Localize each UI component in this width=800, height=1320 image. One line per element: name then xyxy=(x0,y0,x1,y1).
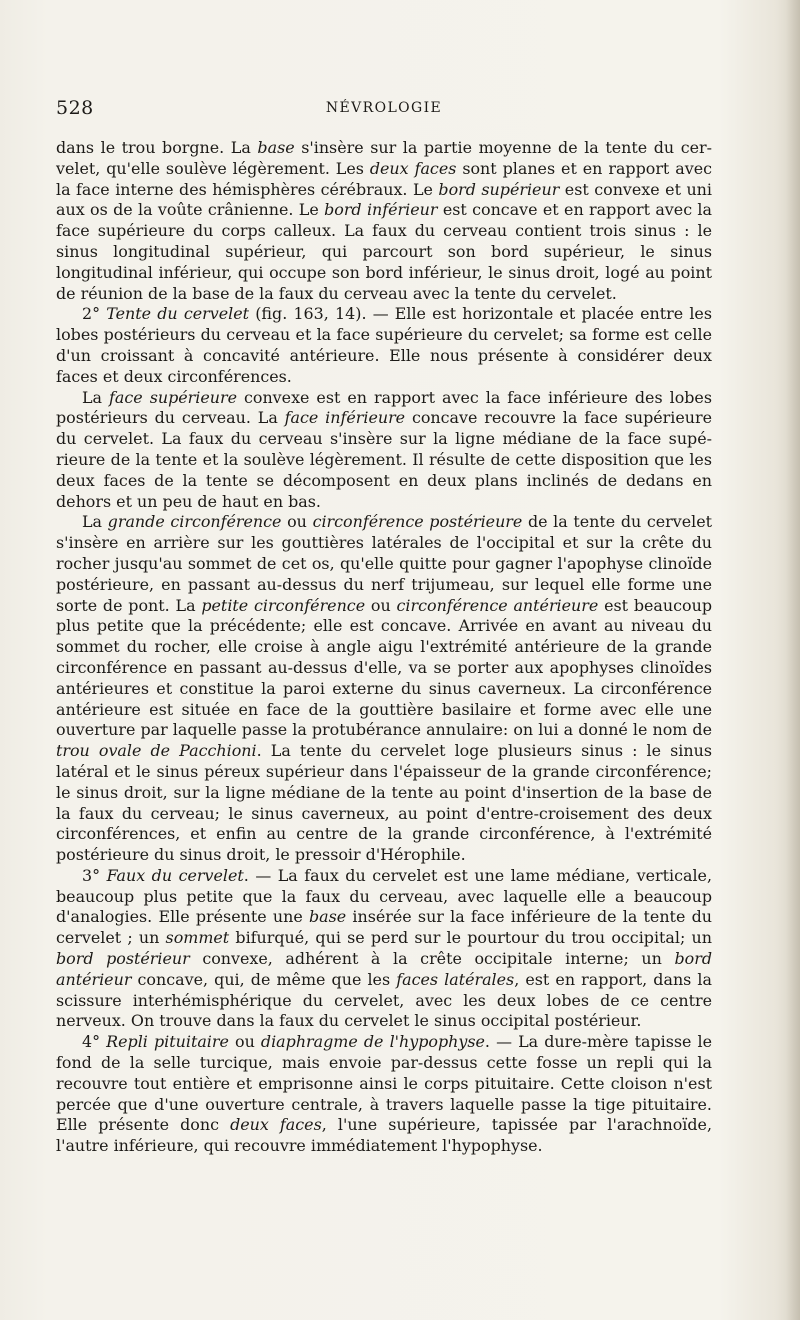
text-run: est concave et en rapport avec la face supérieure du corps calleux. La faux du cerveau contient trois sinus : le sinus longitudinal supérieur, qui parcourt son bord supérieur, le sinus longitudinal inférieur, qui occupe son bord inférieur, le sinus droit, logé au point de réunion de la base de la faux du cerveau avec la tente du cervelet. xyxy=(56,200,712,303)
italic-term: grande circonférence xyxy=(107,512,282,532)
text-run: ou xyxy=(281,512,313,532)
italic-term: bord postérieur xyxy=(56,949,190,969)
italic-term: Tente du cervelet xyxy=(106,304,250,324)
text-run: convexe, adhérent à la crête occipitale interne; un xyxy=(189,949,675,969)
text-run: . — La dure-mère tapisse le fond de la selle turcique, mais envoie par-dessus cette fosse un repli qui la recouvre tout entière et emprisonne ainsi le corps pituitaire. Cette cloison n'est percée que d'une ouverture centrale, à travers laquelle passe la tige pituitaire. Elle présente donc xyxy=(56,1032,713,1135)
text-run: de la tente du cervelet s'insère en arrière sur les gouttières latérales de l'occipital et sur la crête du rocher jusqu'au sommet de cet os, qu'elle quitte pour gagner l'apophyse clinoïde postérieure, en passant au-dessus du nerf trijumeau, sur lequel elle forme une sorte de pont. La xyxy=(56,512,713,615)
page-number: 528 xyxy=(56,97,94,119)
text-run: 4° xyxy=(82,1032,107,1052)
text-run: est beaucoup plus petite que la précédente; elle est concave. Arrivée en avant au niveau du sommet du rocher, elle croise à angle aigu l'extrémité antérieure de la grande circonférence en passant au-dessus d'elle, va se porter aux apophyses clinoïdes antérieures et constitue la paroi externe du sinus caverneux. La circonférence antérieure est située en face de la gouttière basilaire et forme avec elle une ouverture par laquelle passe la protubérance annulaire: on lui a donné le nom de xyxy=(56,595,712,740)
text-run: La xyxy=(82,387,110,407)
italic-term: deux faces xyxy=(369,158,457,178)
italic-term: face inférieure xyxy=(284,408,406,428)
text-run: . — La faux du cervelet est une lame médiane, verticale, beaucoup plus petite que la faux du cerveau, avec laquelle elle a beaucoup d'analogies. Elle présente une xyxy=(56,865,713,927)
italic-term: circonférence antérieure xyxy=(396,595,599,615)
text-run: ou xyxy=(228,1032,261,1052)
italic-term: petite circonférence xyxy=(201,595,366,615)
text-run: , est en rapport, dans la scissure interhémisphérique du cervelet, avec les deux lobes de ce centre nerveux. On trouve dans la faux du cervelet le sinus occipital postérieur. xyxy=(56,969,712,1031)
text-run: sont planes et en rapport avec la face interne des hémisphères cérébraux. Le xyxy=(56,158,712,199)
italic-term: sommet xyxy=(165,928,230,948)
italic-term: base xyxy=(257,138,295,157)
text-run: 3° xyxy=(82,865,107,885)
text-run: (fig. 163, 14). — Elle est horizontale et placée entre les lobes postérieurs du cerveau et la face supérieure du cervelet; sa forme est celle d'un croissant à concavité antérieure. Elle nous présente à considérer deux faces et deux circonférences. xyxy=(56,304,712,386)
text-run: dans le trou borgne. La xyxy=(56,138,258,157)
text-run: La xyxy=(82,512,108,532)
paragraph xyxy=(56,866,712,1032)
page-header xyxy=(56,97,712,125)
text-run: 2° xyxy=(82,304,107,324)
text-run: insérée sur la face inférieure de la tente du cervelet ; un xyxy=(56,907,712,948)
italic-term: Repli pituitaire xyxy=(106,1032,229,1052)
italic-term: face supérieure xyxy=(109,387,237,407)
paragraph xyxy=(56,304,712,387)
paragraph xyxy=(56,388,712,513)
paragraph xyxy=(56,512,712,866)
italic-term: bord antérieur xyxy=(56,949,713,989)
text-run: concave recouvre la face supérieure du cervelet. La faux du cerveau s'insère sur la ligne médiane de la face supérieure de la tente et la soulève légèrement. Il résulte de cette disposition que les deux faces de la tente se décomposent en deux plans inclinés de dedans en dehors et un peu de haut en bas. xyxy=(56,408,712,511)
text-run: bifurqué, qui se perd sur le pourtour du trou occipital; un xyxy=(229,928,712,948)
text-run: concave, qui, de même que les xyxy=(131,969,397,989)
text-run: , l'une supérieure, tapissée par l'arachnoïde, l'autre inférieure, qui recouvre immédiatement l'hypophyse. xyxy=(56,1115,713,1156)
italic-term: circonférence postérieure xyxy=(312,512,523,532)
paragraph xyxy=(56,1032,712,1157)
body-text xyxy=(56,138,712,1157)
text-run: convexe est en rapport avec la face inférieure des lobes postérieurs du cerveau. La xyxy=(56,387,712,428)
text-run: . La tente du cervelet loge plusieurs sinus : le sinus latéral et le sinus péreux supérieur dans l'épaisseur de la grande circonférence; le sinus droit, sur la ligne médiane de la tente au point d'insertion de la base de la faux du cerveau; le sinus caverneux, au point d'entre-croisement des deux circonférences, et enfin au centre de la grande circonférence, à l'extrémité postérieure du sinus droit, le pressoir d'Hérophile. xyxy=(56,741,712,865)
italic-term: base xyxy=(308,907,347,927)
text-run: s'insère sur la partie moyenne de la tente du cervelet, qu'elle soulève légèrement. Les xyxy=(56,138,712,178)
text-run: est convexe et uni aux os de la voûte crânienne. Le xyxy=(56,179,713,220)
italic-term: diaphragme de l'hypophyse xyxy=(260,1032,485,1052)
text-run: ou xyxy=(365,595,397,615)
italic-term: deux faces xyxy=(230,1115,322,1135)
italic-term: faces latérales xyxy=(396,969,515,989)
italic-term: bord inférieur xyxy=(324,200,438,220)
paragraph xyxy=(56,138,712,304)
italic-term: trou ovale de Pacchioni xyxy=(56,741,257,761)
italic-term: Faux du cervelet xyxy=(106,865,244,885)
running-title: NÉVROLOGIE xyxy=(325,100,443,116)
italic-term: bord supérieur xyxy=(438,179,560,199)
page-edge-shadow xyxy=(786,0,800,1320)
